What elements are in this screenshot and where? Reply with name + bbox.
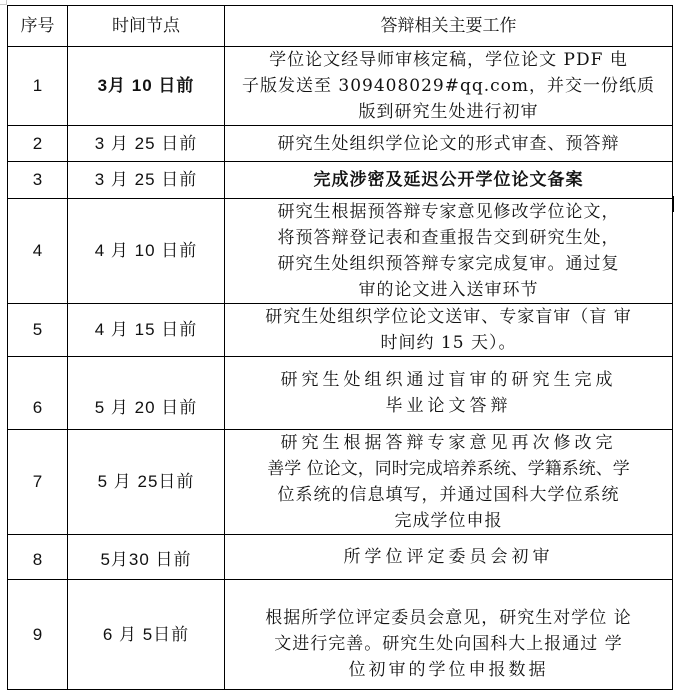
row-time: 4 月 15 日前 [68,304,225,357]
row-number: 5 [8,304,68,357]
work-line: 研究生处组织通过盲审的研究生完成 [280,370,617,390]
row-time: 5 月 20 日前 [68,357,225,430]
work-line: 根据所学位评定委员会意见，研究生对学位 论 [265,608,632,628]
row-number: 6 [8,357,68,430]
row-work [225,535,673,580]
table-header-row [8,6,673,47]
work-line: 善学 位论文，同时完成培养系统、学籍系统、学 [267,459,630,479]
work-line: 版到研究生处进行初审 [358,102,539,122]
row-work [225,430,673,535]
table-corner-marker [0,0,7,5]
work-line: 研究生处组织学位论文的形式审查、预答辩 [277,133,620,154]
row-work [225,304,673,357]
row-number: 4 [8,199,68,304]
header-number: 序号 [8,6,68,47]
table-row [8,304,673,357]
row-work [225,162,673,199]
work-line: 位初审的学位申报数据 [348,660,549,680]
row-time: 3 月 25 日前 [68,162,225,199]
table-row [8,580,673,690]
row-time: 5月30 日前 [68,535,225,580]
row-work [225,47,673,126]
table-row [8,199,673,304]
work-line: 毕业论文答辩 [385,396,512,416]
row-number: 7 [8,430,68,535]
row-work [225,580,673,690]
row-time: 4 月 10 日前 [68,199,225,304]
row-number: 3 [8,162,68,199]
work-line: 完成涉密及延迟公开学位论文备案 [313,170,584,190]
table-row [8,430,673,535]
row-work [225,199,673,304]
row-number: 9 [8,580,68,690]
table-row [8,162,673,199]
work-line: 文进行完善。研究生处向国科大上报通过 学 [274,634,623,654]
row-number: 8 [8,535,68,580]
row-work [225,357,673,430]
work-line: 将预答辩登记表和查重报告交到研究生处， [277,228,620,248]
row-number: 1 [8,47,68,126]
work-line: 审的论文进入送审环节 [358,280,539,300]
row-time: 6 月 5日前 [68,580,225,690]
header-time: 时间节点 [68,6,225,47]
row-time: 3月 10 日前 [68,47,225,126]
work-line: 所学位评定委员会初审 [343,547,554,567]
work-line: 完成学位申报 [394,511,503,531]
table-row [8,126,673,162]
table-row [8,535,673,580]
defense-schedule-table [7,5,673,690]
row-work [225,126,673,162]
work-line: 时间约 15 天）。 [380,333,517,353]
work-line: 学位论文经导师审核定稿，学位论文 PDF 电 [269,50,628,70]
work-line: 研究生根据答辩专家意见再次修改完 [280,433,617,453]
row-time: 5 月 25日前 [68,430,225,535]
header-work: 答辩相关主要工作 [225,6,673,47]
table-row [8,357,673,430]
table-row [8,47,673,126]
work-line: 子版发送至 309408029#qq.com，并交一份纸质 [241,76,656,96]
work-line: 研究生根据预答辩专家意见修改学位论文， [277,202,620,222]
row-time: 3 月 25 日前 [68,126,225,162]
row-number: 2 [8,126,68,162]
work-line: 位系统的信息填写，并通过国科大学位系统 [277,485,620,505]
work-line: 研究生处组织学位论文送审、专家盲审（盲 审 [265,307,632,327]
work-line: 研究生处组织预答辩专家完成复审。通过复 [277,254,620,274]
